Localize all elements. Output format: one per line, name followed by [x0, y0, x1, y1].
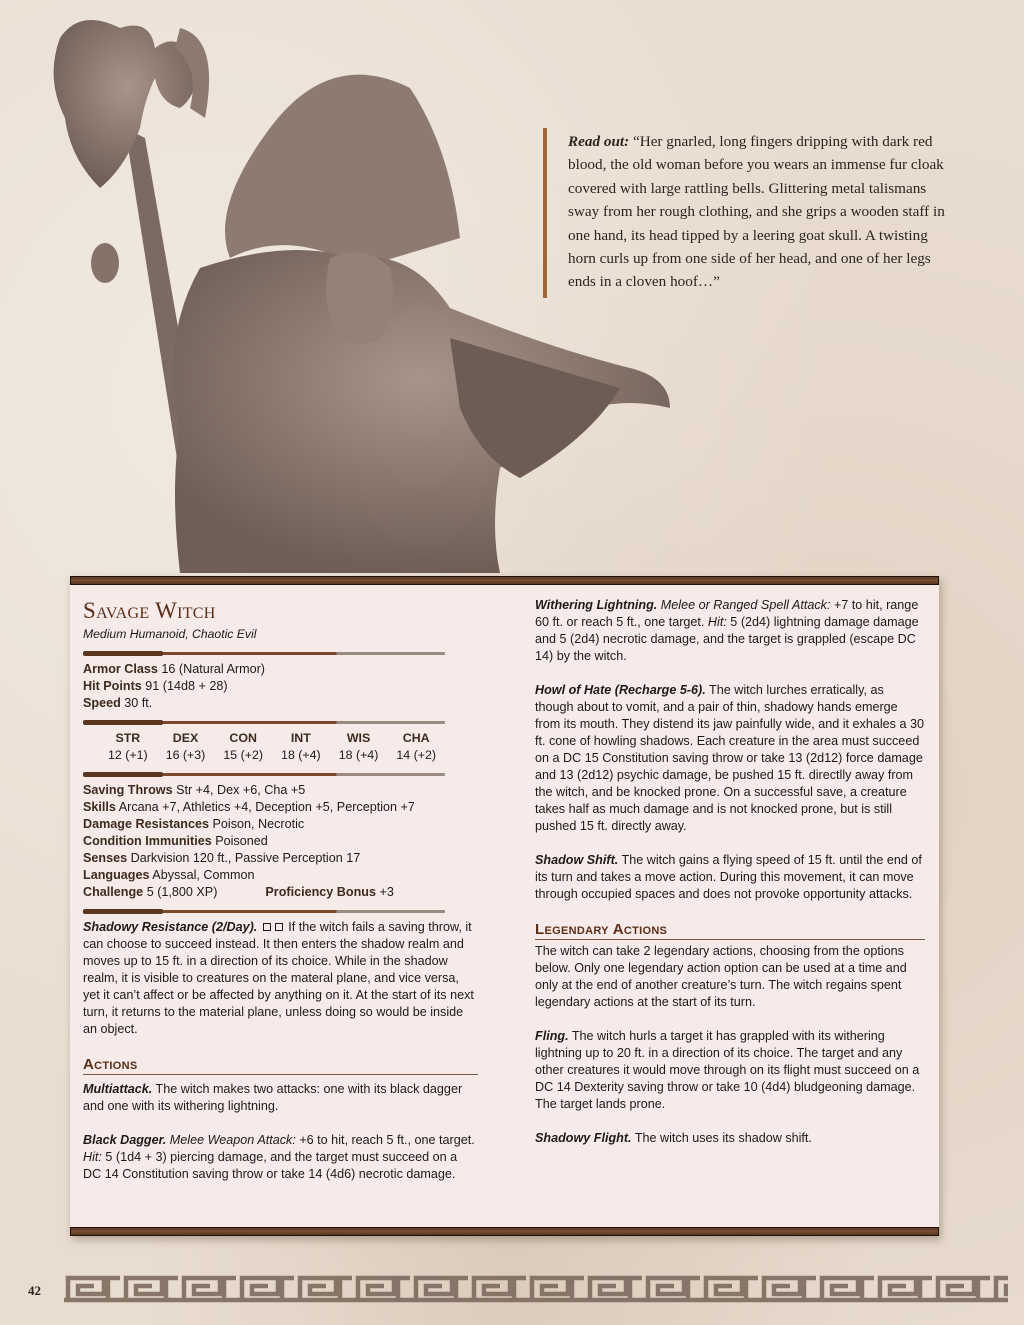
stat-block [70, 576, 939, 1236]
ability-wis: WIS 18 (+4) [338, 731, 379, 762]
condition-immunities: Condition Immunities Poisoned [83, 834, 268, 848]
ability-con: CON 15 (+2) [223, 731, 263, 762]
legendary-shadowy-flight: Shadowy Flight. The witch uses its shadow shift. [535, 1131, 812, 1145]
ability-cha: CHA 14 (+2) [396, 731, 436, 762]
greek-key-border-ornament [64, 1272, 1008, 1304]
action-shadow-shift: Shadow Shift. The witch gains a flying speed of 15 ft. until the end of its turn and takes a move action. During this movement, it can move through occupied spaces and does not provoke opportunity attacks. [535, 853, 922, 901]
divider [83, 910, 445, 913]
proficiency-bonus: Proficiency Bonus +3 [265, 885, 394, 899]
speed: Speed 30 ft. [83, 696, 153, 710]
armor-class: Armor Class 16 (Natural Armor) [83, 662, 265, 676]
ability-str: STR 12 (+1) [108, 731, 148, 762]
hit-points: Hit Points 91 (14d8 + 28) [83, 679, 228, 693]
ability-int: INT 18 (+4) [281, 731, 321, 762]
page-number: 42 [28, 1283, 41, 1298]
usage-checkbox[interactable] [275, 923, 283, 931]
monster-name: Savage Witch [83, 598, 216, 623]
readout-box [543, 128, 953, 298]
monster-type: Medium Humanoid, Chaotic Evil [83, 627, 257, 641]
saving-throws: Saving Throws Str +4, Dex +6, Cha +5 [83, 783, 306, 797]
statblock-top-bar [70, 576, 939, 585]
damage-resistances: Damage Resistances Poison, Necrotic [83, 817, 305, 831]
legendary-intro: The witch can take 2 legendary actions, choosing from the options below. Only one legendary action option can be used at a time and only at the end of another creature’s turn. The witch regains spent legendary actions at the start of its turn. [535, 944, 907, 1009]
action-black-dagger: Black Dagger. Melee Weapon Attack: +6 to hit, reach 5 ft., one target. Hit: 5 (1d4 + 3) piercing damage, and the target must succeed on a DC 14 Constitution saving throw or take 14 (4d6) necrotic damage. [83, 1133, 475, 1181]
statblock-right-column [535, 588, 925, 1147]
divider [83, 721, 445, 724]
action-howl-of-hate: Howl of Hate (Recharge 5-6). The witch lurches erratically, as though about to vomit, and a pair of thin, shadowy hands emerge from its mouth. They distend its jaw painfully wide, and it exhales a 30 ft. cone of howling shadows. Each creature in the area must succeed on a DC 15 Constitution saving throw or take 13 (2d12) force damage and 13 (2d12) psychic damage, be pushed 15 ft. directlly away from the witch, and be knocked prone. On a successful save, a creature takes half as much damage and is not knocked prone, but is still pushed 15 ft. directly away. [535, 683, 924, 833]
readout-text: “Her gnarled, long fingers dripping with dark red blood, the old woman before you wears an immense fur cloak covered with large rattling bells. Glittering metal talismans sway from her rough clothing, and she grips a wooden staff in one hand, its head tipped by a leering goat skull. A twisting horn curls up from one side of her head, and one of her legs ends in a cloven hoof…” [568, 133, 945, 291]
action-withering-lightning: Withering Lightning. Melee or Ranged Spell Attack: +7 to hit, range 60 ft. or reach 5 ft., one target. Hit: 5 (2d4) lightning damage damage and 5 (2d4) necrotic damage, and the target is grappled (escape DC 14) by the witch. [535, 598, 919, 663]
skills: Skills Arcana +7, Athletics +4, Deception +5, Perception +7 [83, 800, 415, 814]
legendary-fling: Fling. The witch hurls a target it has grappled with its withering lightning up to 20 ft. in a direction of its choice. The target and any other creatures it would move through on its flight must succeed on a DC 14 Dexterity saving throw or take 10 (4d4) bludgeoning damage. The target lands prone. [535, 1029, 920, 1111]
senses: Senses Darkvision 120 ft., Passive Perception 17 [83, 851, 361, 865]
statblock-bottom-bar [70, 1227, 939, 1236]
action-multiattack: Multiattack. The witch makes two attacks: one with its black dagger and one with its withering lightning. [83, 1082, 463, 1113]
ability-scores [83, 730, 445, 764]
readout-lead: Read out: [568, 133, 630, 150]
divider [83, 652, 445, 655]
challenge-row [83, 884, 478, 901]
ability-dex: DEX 16 (+3) [165, 731, 206, 762]
actions-heading: Actions [83, 1055, 478, 1075]
usage-checkbox[interactable] [263, 923, 271, 931]
statblock-left-column [83, 588, 478, 1183]
trait-shadowy-resistance: Shadowy Resistance (2/Day). If the witch fails a saving throw, it can choose to succeed instead. It then enters the shadow realm and moves up to 15 ft. in a direction of its choice. While in the shadow realm, it is visible to creatures on the materal plane, and vice versa, yet it can’t affect or be affected by anything on it. At the start of its next turn, it returns to the material plane, unless doing so would be inside an object. [83, 920, 474, 1036]
legendary-actions-heading: Legendary Actions [535, 920, 925, 940]
challenge: Challenge 5 (1,800 XP) [83, 885, 218, 899]
divider [83, 773, 445, 776]
languages: Languages Abyssal, Common [83, 868, 255, 882]
